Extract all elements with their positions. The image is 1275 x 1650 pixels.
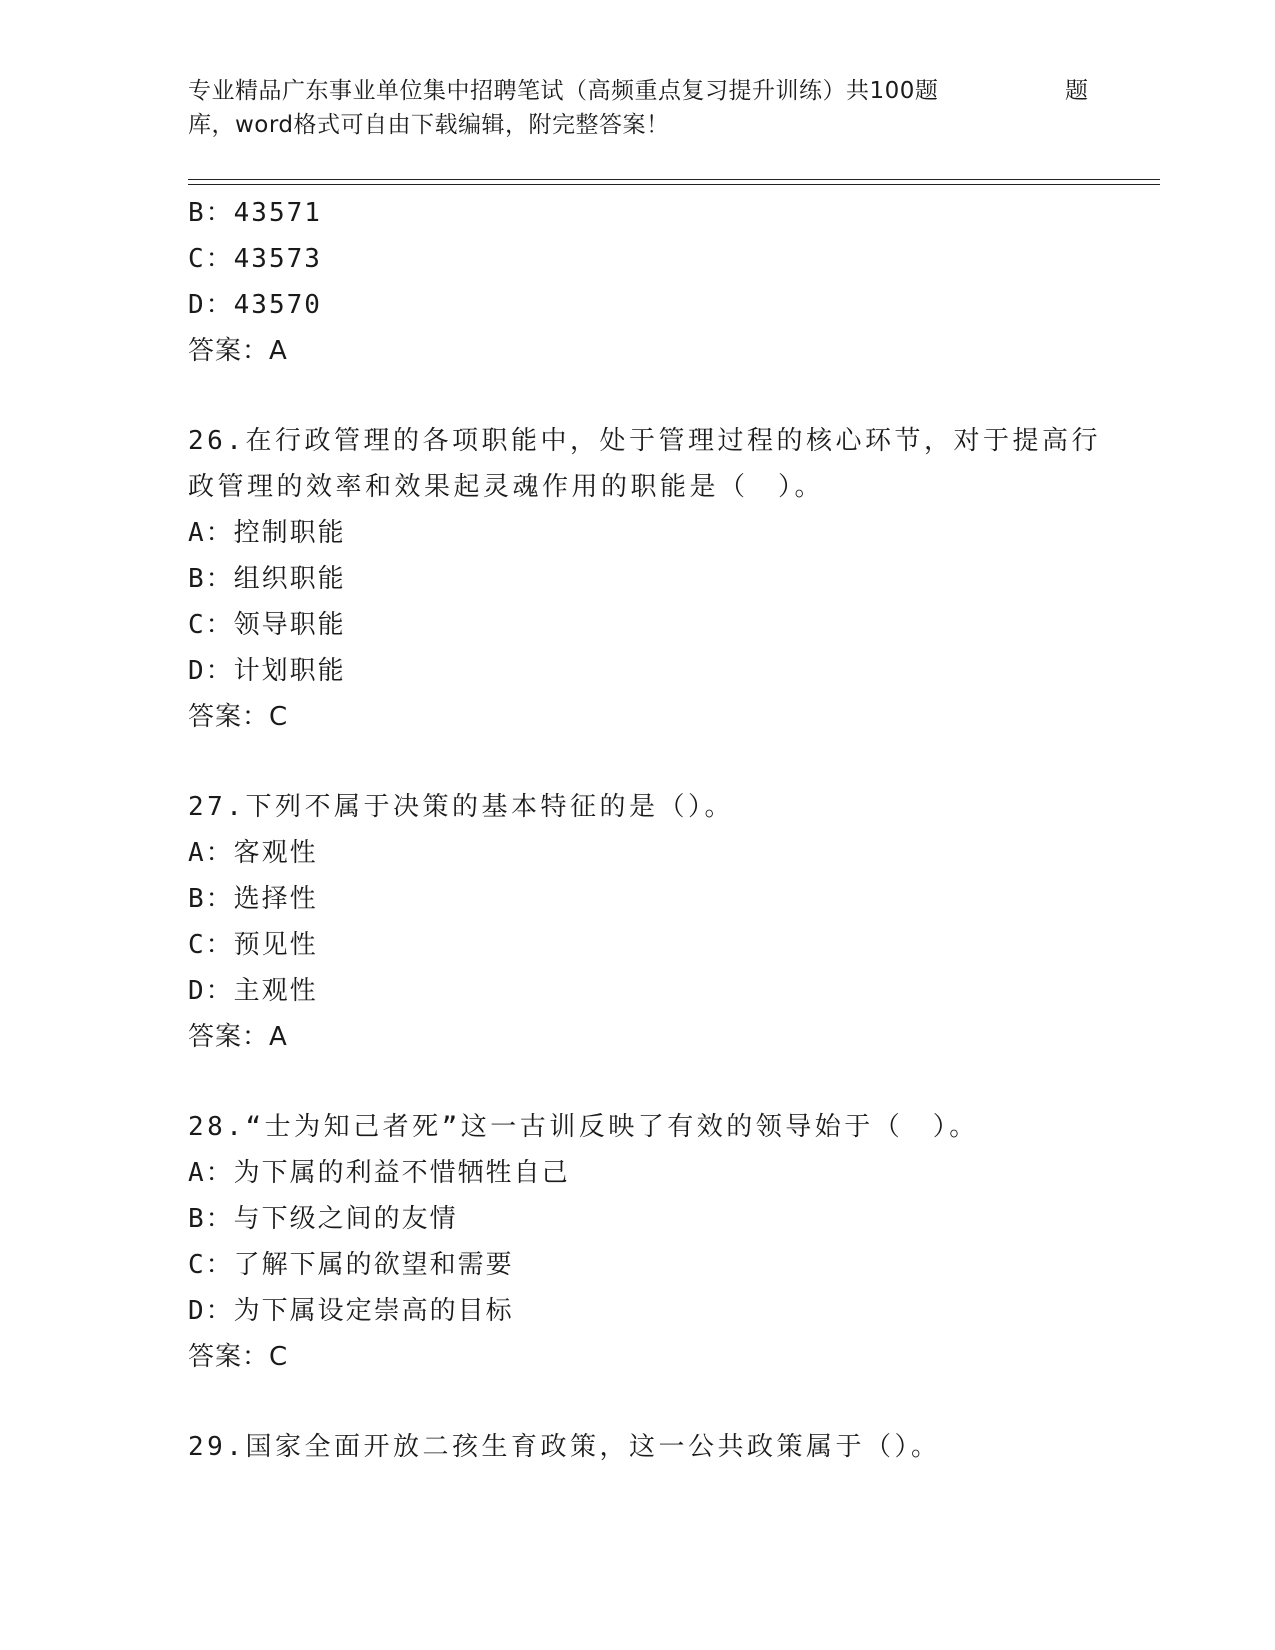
header-divider-bottom: [188, 184, 1160, 185]
answer-option: D：43570: [188, 290, 322, 320]
block-spacer: [188, 740, 1088, 784]
question-list: [188, 190, 1101, 1470]
answer-option: B：组织职能: [188, 564, 346, 594]
answer-key: 答案：C: [188, 702, 289, 732]
header-title-line-2: 库，word格式可自由下载编辑，附完整答案！: [188, 112, 670, 138]
answer-option: C：了解下属的欲望和需要: [188, 1250, 514, 1280]
answer-option: C：领导职能: [188, 610, 346, 640]
header-title-tail: 题: [1065, 78, 1089, 104]
answer-option: A：为下属的利益不惜牺牲自己: [188, 1158, 570, 1188]
answer-option: A：客观性: [188, 838, 318, 868]
block-spacer: [188, 374, 1088, 418]
page-header: [188, 74, 1088, 142]
question-text-line: 28.“士为知己者死”这一古训反映了有效的领导始于（ ）。: [188, 1112, 979, 1142]
block-spacer: [188, 1380, 1088, 1424]
question-text-line: 政管理的效率和效果起灵魂作用的职能是（ ）。: [188, 472, 825, 502]
answer-option: D：为下属设定崇高的目标: [188, 1296, 514, 1326]
answer-option: D：计划职能: [188, 656, 346, 686]
question-text-line: 27.下列不属于决策的基本特征的是（）。: [188, 792, 734, 822]
answer-option: B：43571: [188, 198, 322, 228]
header-divider-top: [188, 179, 1160, 180]
answer-option: D：主观性: [188, 976, 318, 1006]
block-spacer: [188, 1060, 1088, 1104]
question-text-line: 26.在行政管理的各项职能中，处于管理过程的核心环节，对于提高行: [188, 426, 1101, 456]
answer-option: C：预见性: [188, 930, 318, 960]
answer-key: 答案：C: [188, 1342, 289, 1372]
answer-option: B：与下级之间的友情: [188, 1204, 458, 1234]
answer-key: 答案：A: [188, 1022, 288, 1052]
header-title-line-1: 专业精品广东事业单位集中招聘笔试（高频重点复习提升训练）共100题: [188, 78, 939, 104]
question-text-line: 29.国家全面开放二孩生育政策，这一公共政策属于（）。: [188, 1432, 941, 1462]
answer-option: C：43573: [188, 244, 322, 274]
answer-option: B：选择性: [188, 884, 318, 914]
answer-option: A：控制职能: [188, 518, 346, 548]
answer-key: 答案：A: [188, 336, 288, 366]
